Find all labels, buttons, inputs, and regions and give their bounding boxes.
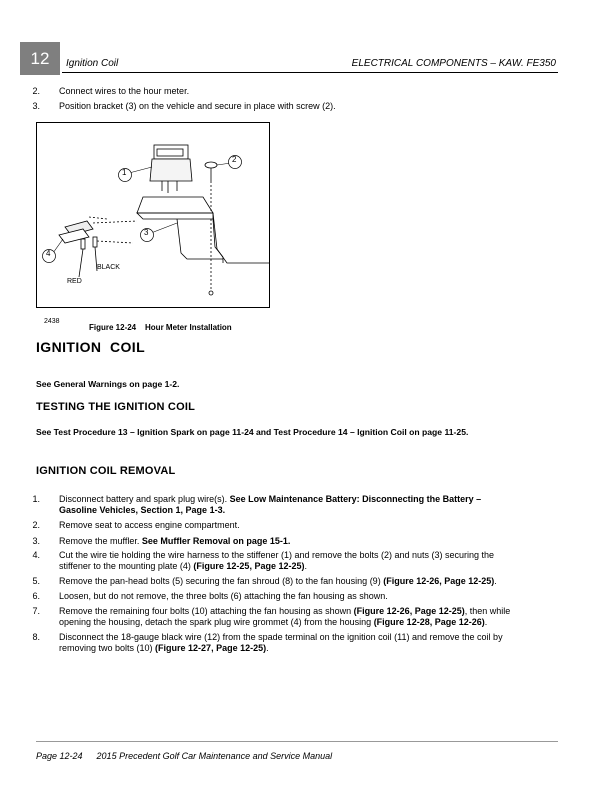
step-text-cont — [59, 617, 487, 628]
step-text-part: Remove the remaining four bolts (10) attaching the fan housing as shown — [59, 606, 354, 616]
step-number: 2. — [32, 520, 40, 530]
step-text-cont — [59, 561, 307, 572]
step-text-ref: Gasoline Vehicles, Section 1, Page 1-3. — [59, 505, 226, 515]
wire-label-red: RED — [67, 278, 82, 285]
header-section-title: Ignition Coil — [66, 58, 119, 69]
step-text-part: . — [304, 561, 307, 571]
step-text-part: removing two bolts (10) — [59, 643, 156, 653]
header-category: ELECTRICAL COMPONENTS – KAW. FE350 — [351, 58, 556, 69]
callout-1: 1 — [122, 168, 127, 177]
step-text-part: . — [484, 617, 488, 627]
step-text-part: opening the housing, detach the spark plug wire grommet (4) from the housing — [59, 617, 374, 627]
screw-drawing — [205, 162, 217, 295]
step-text: Remove seat to access engine compartment. — [59, 520, 240, 530]
step-number: 7. — [32, 606, 40, 616]
header-rule — [62, 72, 558, 73]
footer-rule — [36, 741, 558, 742]
chapter-tab: 12 — [20, 42, 60, 75]
step-text-part: stiffener to the mounting plate (4) — [59, 561, 194, 571]
step-text-cont — [59, 643, 269, 654]
step-number: 3. — [32, 101, 40, 111]
step-number: 1. — [32, 494, 40, 504]
bracket-drawing — [137, 197, 269, 263]
step-text-part: Remove the pan-head bolts (5) securing the fan shroud (8) to the fan housing (9) — [59, 576, 384, 586]
step-text: Cut the wire tie holding the wire harness to the stiffener (1) and remove the bolts (2) and nuts (3) securing the — [59, 550, 495, 560]
step-number: 5. — [32, 576, 40, 586]
removal-heading: IGNITION COIL REMOVAL — [36, 465, 176, 477]
step-text-part: . — [266, 643, 269, 653]
step-text-part: . — [494, 576, 497, 586]
hour-meter-drawing — [150, 145, 192, 193]
wire-label-black: BLACK — [97, 264, 120, 271]
step-text-part: , then while — [464, 606, 511, 616]
callout-4: 4 — [46, 249, 51, 258]
step-number: 8. — [32, 632, 40, 642]
step-text-ref: (Figure 12-26, Page 12-25) — [353, 606, 465, 616]
step-text — [59, 536, 290, 547]
step-number: 6. — [32, 591, 40, 601]
step-text — [59, 494, 481, 505]
footer-page-number: Page 12-24 — [36, 751, 83, 761]
step-text: Position bracket (3) on the vehicle and secure in place with screw (2). — [59, 101, 336, 111]
step-text-part: Remove the muffler. — [59, 536, 142, 546]
step-text-ref: See Low Maintenance Battery: Disconnecting the Battery – — [229, 494, 482, 504]
list-item — [26, 494, 566, 516]
step-text-part: Disconnect battery and spark plug wire(s). — [59, 494, 230, 504]
footer-manual-title: 2015 Precedent Golf Car Maintenance and Service Manual — [96, 751, 333, 761]
testing-heading: TESTING THE IGNITION COIL — [36, 401, 195, 413]
figure-id: 2438 — [44, 318, 60, 325]
step-text — [59, 606, 510, 617]
step-text-ref: (Figure 12-27, Page 12-25) — [155, 643, 267, 653]
step-text-ref: (Figure 12-26, Page 12-25) — [383, 576, 495, 586]
step-number: 3. — [32, 536, 40, 546]
step-number: 2. — [32, 86, 40, 96]
step-number: 4. — [32, 550, 40, 560]
callout-3: 3 — [144, 228, 149, 237]
step-text — [59, 576, 497, 587]
hour-meter-figure — [36, 122, 270, 308]
warning-reference: See General Warnings on page 1-2. — [36, 379, 180, 389]
page-footer — [36, 751, 332, 761]
step-text-ref: (Figure 12-25, Page 12-25) — [193, 561, 305, 571]
figure-caption: Figure 12-24 Hour Meter Installation — [89, 323, 232, 332]
step-text-cont — [59, 505, 225, 516]
step-text: Loosen, but do not remove, the three bolts (6) attaching the fan housing as shown. — [59, 591, 388, 601]
page-title: IGNITION COIL — [36, 339, 146, 355]
callout-2: 2 — [232, 155, 237, 164]
step-text: Connect wires to the hour meter. — [59, 86, 190, 96]
step-text-ref: See Muffler Removal on page 15-1. — [141, 536, 291, 546]
step-text: Disconnect the 18-gauge black wire (12) from the spade terminal on the ignition coil (11) and remove the coil by — [59, 632, 503, 642]
step-text-ref: (Figure 12-28, Page 12-26) — [373, 617, 485, 627]
testing-reference: See Test Procedure 13 – Ignition Spark on page 11-24 and Test Procedure 14 – Ignition Coil on page 11-25. — [36, 427, 469, 437]
